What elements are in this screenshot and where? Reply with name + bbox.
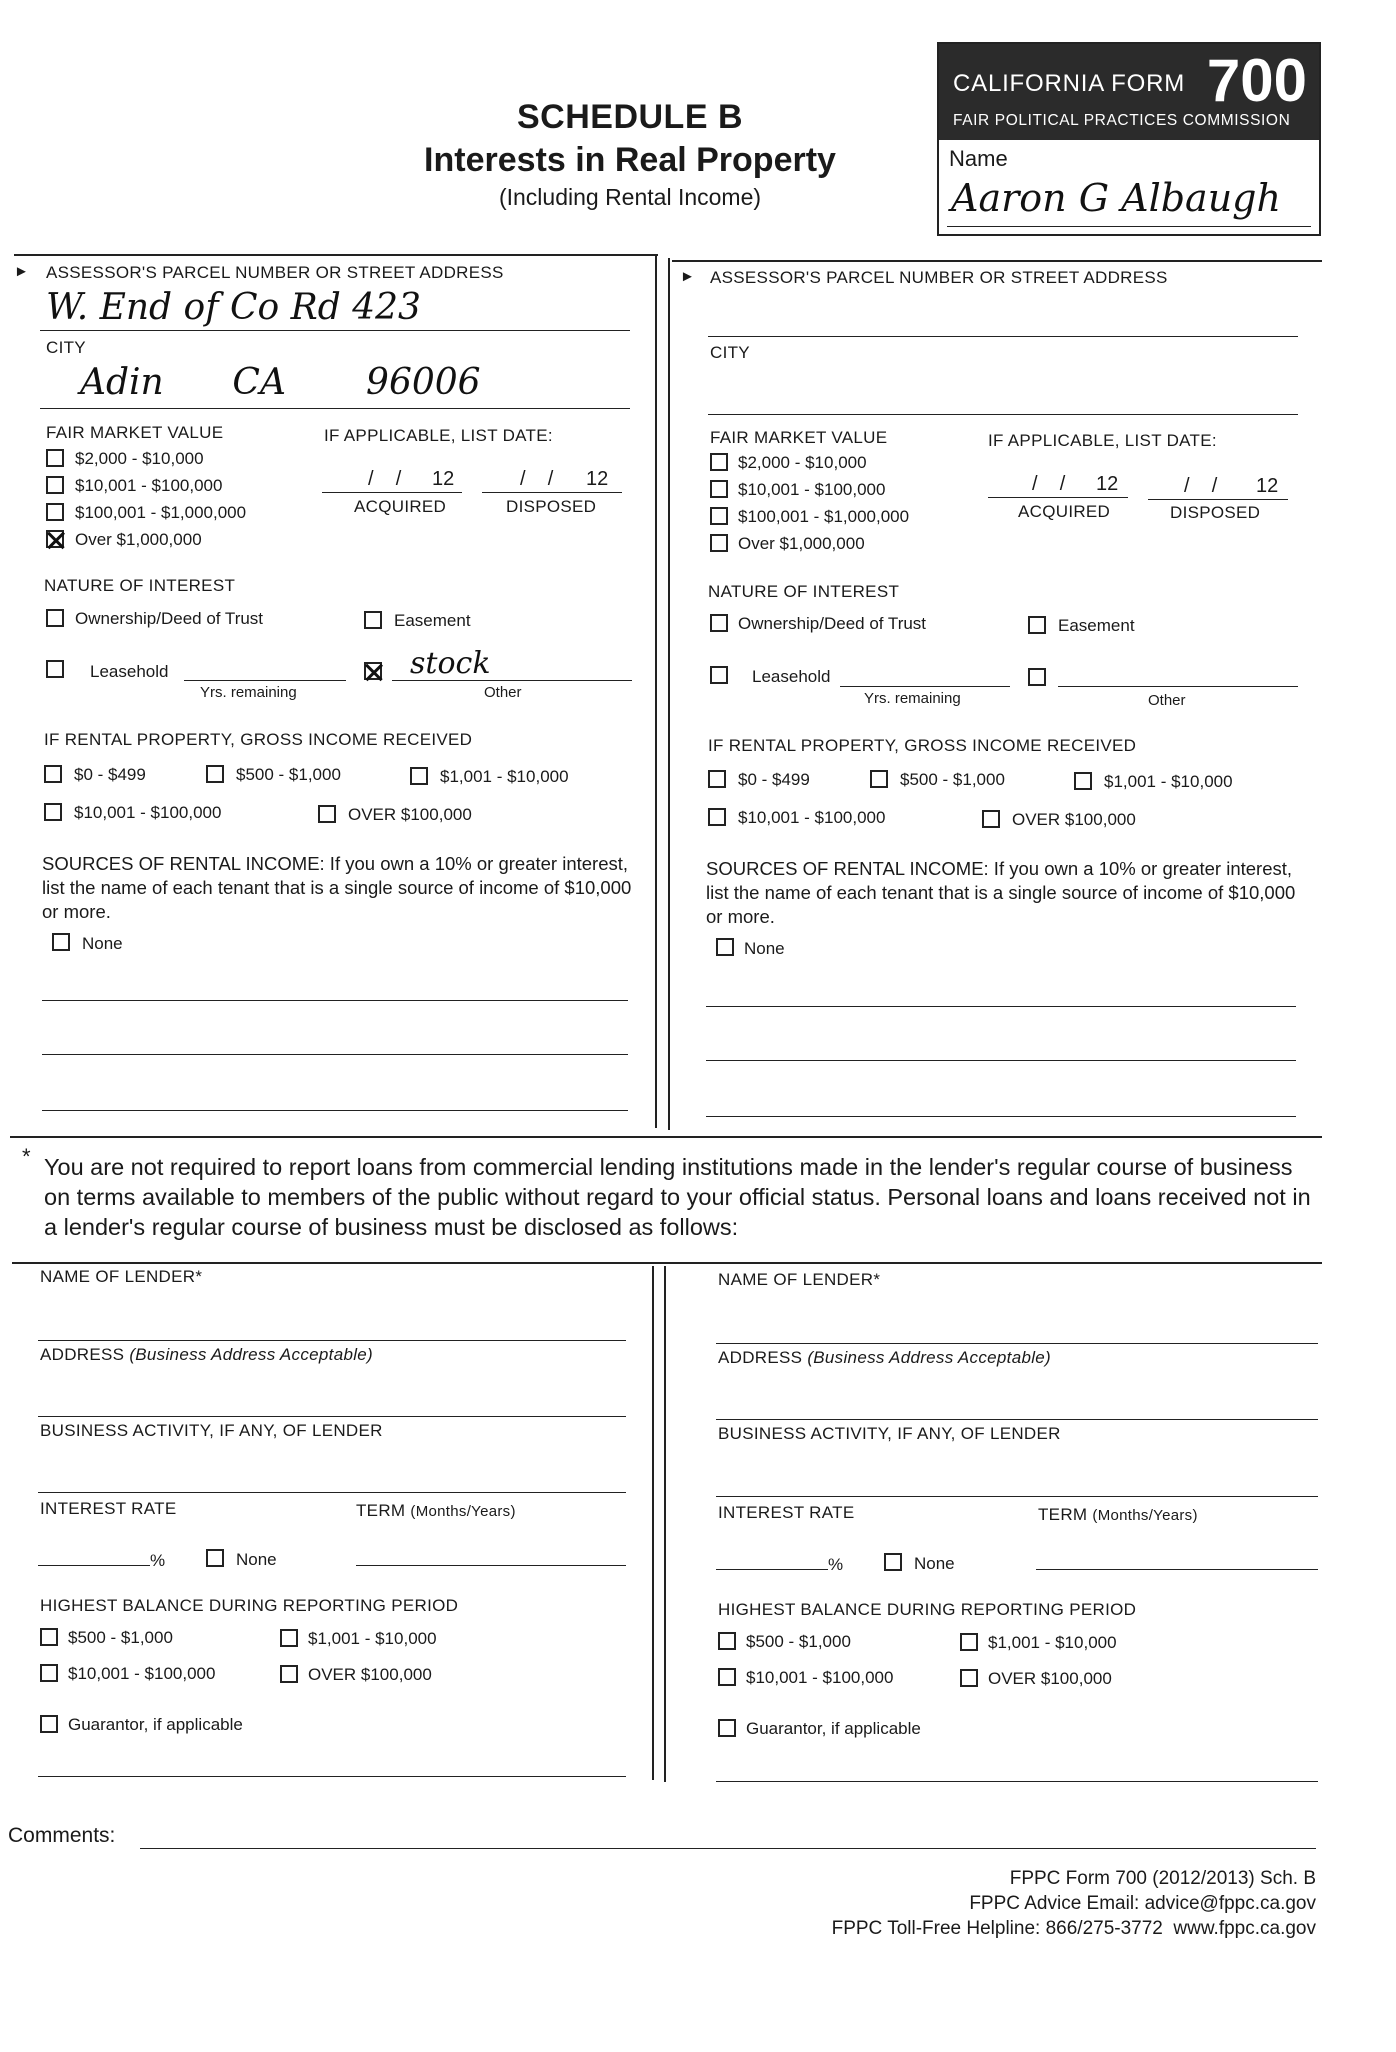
sources-none-label: None (744, 939, 785, 958)
form-badge-dark (939, 44, 1319, 140)
balance-label: HIGHEST BALANCE DURING REPORTING PERIOD (40, 1596, 459, 1615)
balance-checkbox-3[interactable] (40, 1664, 58, 1682)
acquired-slashes: / / (1032, 473, 1066, 495)
fmv-checkbox-2[interactable] (46, 476, 64, 494)
leasehold-checkbox[interactable] (710, 666, 728, 684)
ownership-checkbox[interactable] (46, 609, 64, 627)
rule-top-left (14, 254, 658, 256)
guarantor-checkbox[interactable] (718, 1719, 736, 1737)
address-label (40, 1345, 373, 1365)
fmv-checkbox-3[interactable] (46, 503, 64, 521)
balance-option-4: OVER $100,000 (308, 1665, 432, 1684)
rental-label: IF RENTAL PROPERTY, GROSS INCOME RECEIVED (44, 730, 473, 749)
activity-line (38, 1492, 626, 1493)
rental-checkbox-2[interactable] (870, 770, 888, 788)
easement-label: Easement (394, 611, 471, 630)
comments-label: Comments: (8, 1824, 116, 1847)
balance-label: HIGHEST BALANCE DURING REPORTING PERIOD (718, 1600, 1137, 1619)
rate-line (38, 1565, 150, 1566)
fmv-checkbox-1[interactable] (46, 449, 64, 467)
disposed-label: DISPOSED (1170, 503, 1261, 522)
sources-text: SOURCES OF RENTAL INCOME: If you own a 10% or greater interest, list the name of each tenant that is a single source of income of $10,000 or more. (42, 853, 632, 922)
sources-none-checkbox[interactable] (716, 938, 734, 956)
rental-checkbox-5[interactable] (982, 810, 1000, 828)
fmv-option-3: $100,001 - $1,000,000 (738, 507, 910, 526)
fmv-checkbox-3[interactable] (710, 507, 728, 525)
form-reference: FPPC Form 700 (2012/2013) Sch. B (1009, 1868, 1316, 1889)
leasehold-line (840, 686, 1010, 687)
term-label-main: TERM (1038, 1505, 1088, 1524)
activity-line (716, 1496, 1318, 1497)
balance-checkbox-2[interactable] (280, 1629, 298, 1647)
balance-checkbox-4[interactable] (280, 1665, 298, 1683)
disposed-label: DISPOSED (506, 497, 597, 516)
advice-email: FPPC Advice Email: advice@fppc.ca.gov (969, 1893, 1316, 1914)
rule-top-right (672, 260, 1322, 262)
tenant-line-2 (42, 1054, 628, 1055)
rental-checkbox-3[interactable] (410, 767, 428, 785)
city-label: CITY (710, 343, 750, 362)
city-label: CITY (46, 338, 86, 357)
term-label (356, 1501, 516, 1521)
fmv-option-2: $10,001 - $100,000 (75, 476, 223, 495)
balance-option-4: OVER $100,000 (988, 1669, 1112, 1688)
fmv-option-1: $2,000 - $10,000 (75, 449, 204, 468)
leasehold-line (184, 680, 346, 681)
rental-checkbox-2[interactable] (206, 765, 224, 783)
balance-option-1: $500 - $1,000 (746, 1632, 851, 1651)
arrow-icon: ► (14, 263, 29, 280)
rate-none-checkbox[interactable] (884, 1553, 902, 1571)
balance-option-3: $10,001 - $100,000 (746, 1668, 894, 1687)
yrs-remaining-label: Yrs. remaining (864, 690, 961, 707)
rental-checkbox-5[interactable] (318, 805, 336, 823)
acquired-year: 12 (1096, 473, 1119, 495)
fmv-checkbox-4[interactable] (710, 534, 728, 552)
lender-name-line (716, 1343, 1318, 1344)
fmv-option-2: $10,001 - $100,000 (738, 480, 886, 499)
fmv-option-4: Over $1,000,000 (75, 530, 202, 549)
address-label (718, 1348, 1051, 1368)
other-checkbox-checked[interactable] (364, 662, 382, 680)
term-line (356, 1565, 626, 1566)
rental-option-5: OVER $100,000 (348, 805, 472, 824)
balance-option-2: $1,001 - $10,000 (308, 1629, 437, 1648)
date-label: IF APPLICABLE, LIST DATE: (324, 426, 553, 445)
other-label: Other (484, 684, 522, 701)
rule-mid (10, 1136, 1322, 1138)
parcel-line (40, 330, 630, 331)
yrs-remaining-label: Yrs. remaining (200, 684, 297, 701)
fmv-label: FAIR MARKET VALUE (710, 428, 888, 447)
tenant-line-1 (706, 1006, 1296, 1007)
term-line (1036, 1569, 1318, 1570)
address-label-note: (Business Address Acceptable) (129, 1345, 373, 1364)
rental-option-3: $1,001 - $10,000 (440, 767, 569, 786)
guarantor-label: Guarantor, if applicable (746, 1719, 921, 1738)
acquired-year: 12 (432, 468, 455, 490)
fmv-option-1: $2,000 - $10,000 (738, 453, 867, 472)
activity-label: BUSINESS ACTIVITY, IF ANY, OF LENDER (40, 1421, 383, 1440)
rental-option-5: OVER $100,000 (1012, 810, 1136, 829)
lender-bottom-line (716, 1781, 1318, 1782)
loan-note-asterisk: * (22, 1144, 31, 1169)
divider-upper-1 (655, 254, 657, 1128)
easement-label: Easement (1058, 616, 1135, 635)
leasehold-label: Leasehold (90, 662, 169, 681)
tenant-line-1 (42, 1000, 628, 1001)
disposed-year: 12 (1256, 475, 1279, 497)
other-value[interactable]: stock (410, 646, 491, 681)
rate-label: INTEREST RATE (718, 1503, 855, 1522)
leasehold-checkbox[interactable] (46, 660, 64, 678)
rental-option-2: $500 - $1,000 (236, 765, 341, 784)
fmv-checkbox-4-checked[interactable] (46, 530, 64, 548)
divider-upper-2 (668, 258, 670, 1130)
rental-option-1: $0 - $499 (74, 765, 146, 784)
acquired-line (988, 497, 1128, 498)
ownership-label: Ownership/Deed of Trust (738, 614, 927, 633)
rental-checkbox-3[interactable] (1074, 772, 1092, 790)
term-label-note: (Months/Years) (410, 1503, 516, 1520)
acquired-label: ACQUIRED (354, 497, 447, 516)
schedule-label: SCHEDULE B (516, 98, 744, 136)
other-label: Other (1148, 692, 1186, 709)
percent-sign: % (150, 1551, 166, 1570)
rental-option-4: $10,001 - $100,000 (738, 808, 886, 827)
city-line (708, 414, 1298, 415)
address-line (716, 1419, 1318, 1420)
name-value[interactable]: Aaron G Albaugh (951, 176, 1281, 220)
city-value[interactable]: Adin CA 96006 (80, 362, 481, 403)
other-line (1058, 686, 1298, 687)
footer-info (832, 1866, 1316, 1941)
loan-note-text: You are not required to report loans from commercial lending institutions made in the lender's regular course of business on terms available to members of the public without regard to your official status. Personal loans and loans received not in a lender's regular course of business must be disclosed as follows: (44, 1154, 1311, 1240)
easement-checkbox[interactable] (1028, 616, 1046, 634)
divider-lower-1 (652, 1266, 654, 1780)
disposed-line (482, 492, 622, 493)
rental-label: IF RENTAL PROPERTY, GROSS INCOME RECEIVED (708, 736, 1137, 755)
fmv-option-3: $100,001 - $1,000,000 (75, 503, 247, 522)
rental-option-1: $0 - $499 (738, 770, 810, 789)
lender-name-label: NAME OF LENDER* (40, 1267, 203, 1286)
ownership-checkbox[interactable] (710, 614, 728, 632)
parcel-label: ASSESSOR'S PARCEL NUMBER OR STREET ADDRESS (710, 268, 1168, 287)
balance-option-1: $500 - $1,000 (68, 1628, 173, 1647)
balance-option-2: $1,001 - $10,000 (988, 1633, 1117, 1652)
form-badge (937, 42, 1321, 236)
arrow-icon: ► (680, 268, 695, 285)
tenant-line-3 (706, 1116, 1296, 1117)
acquired-slashes: / / (368, 468, 402, 490)
balance-checkbox-2[interactable] (960, 1633, 978, 1651)
sources-text: SOURCES OF RENTAL INCOME: If you own a 10% or greater interest, list the name of each tenant that is a single source of income of $10,000 or more. (706, 858, 1296, 927)
address-line (38, 1416, 626, 1417)
name-underline (947, 226, 1311, 227)
other-line (392, 680, 632, 681)
name-label: Name (949, 146, 1008, 171)
term-label-main: TERM (356, 1501, 406, 1520)
sources-none-label: None (82, 934, 123, 953)
activity-label: BUSINESS ACTIVITY, IF ANY, OF LENDER (718, 1424, 1061, 1443)
balance-checkbox-1[interactable] (40, 1628, 58, 1646)
balance-option-3: $10,001 - $100,000 (68, 1664, 216, 1683)
rate-line (716, 1569, 828, 1570)
rental-checkbox-1[interactable] (708, 770, 726, 788)
rule-lender-top (12, 1262, 1322, 1264)
disposed-year: 12 (586, 468, 609, 490)
lender-bottom-line (38, 1776, 626, 1777)
balance-checkbox-1[interactable] (718, 1632, 736, 1650)
sources-none-checkbox[interactable] (52, 933, 70, 951)
rental-checkbox-1[interactable] (44, 765, 62, 783)
helpline: FPPC Toll-Free Helpline: 866/275-3772 www.fppc.ca.gov (831, 1918, 1316, 1939)
disposed-slashes: / / (520, 468, 554, 490)
fmv-checkbox-2[interactable] (710, 480, 728, 498)
leasehold-label: Leasehold (752, 667, 831, 686)
term-label (1038, 1505, 1198, 1525)
comments-line[interactable] (140, 1848, 1316, 1849)
lender-name-label: NAME OF LENDER* (718, 1270, 881, 1289)
rate-label: INTEREST RATE (40, 1499, 177, 1518)
address-label-main: ADDRESS (40, 1345, 125, 1364)
guarantor-label: Guarantor, if applicable (68, 1715, 243, 1734)
fmv-checkbox-1[interactable] (710, 453, 728, 471)
commission-name: FAIR POLITICAL PRACTICES COMMISSION (953, 112, 1291, 129)
rate-none-checkbox[interactable] (206, 1549, 224, 1567)
disposed-slashes: / / (1184, 475, 1218, 497)
nature-label: NATURE OF INTEREST (44, 576, 236, 595)
rate-none-label: None (914, 1554, 955, 1573)
schedule-heading (380, 98, 880, 211)
guarantor-checkbox[interactable] (40, 1715, 58, 1733)
form-label: CALIFORNIA FORM (953, 70, 1186, 97)
rental-checkbox-4[interactable] (708, 808, 726, 826)
rental-option-4: $10,001 - $100,000 (74, 803, 222, 822)
ownership-label: Ownership/Deed of Trust (75, 609, 264, 628)
parcel-value[interactable]: W. End of Co Rd 423 (46, 287, 421, 328)
fmv-option-4: Over $1,000,000 (738, 534, 865, 553)
rental-option-2: $500 - $1,000 (900, 770, 1005, 789)
fmv-label: FAIR MARKET VALUE (46, 423, 224, 442)
percent-sign: % (828, 1555, 844, 1574)
tenant-line-3 (42, 1110, 628, 1111)
schedule-title: Interests in Real Property (424, 141, 836, 179)
parcel-label: ASSESSOR'S PARCEL NUMBER OR STREET ADDRESS (46, 263, 504, 282)
acquired-line (322, 492, 462, 493)
balance-checkbox-3[interactable] (718, 1668, 736, 1686)
acquired-label: ACQUIRED (1018, 502, 1111, 521)
lender-name-line (38, 1340, 626, 1341)
disposed-line (1148, 499, 1288, 500)
city-line (40, 408, 630, 409)
rate-none-label: None (236, 1550, 277, 1569)
balance-checkbox-4[interactable] (960, 1669, 978, 1687)
term-label-note: (Months/Years) (1092, 1507, 1198, 1524)
form-number: 700 (1206, 47, 1307, 114)
easement-checkbox[interactable] (364, 611, 382, 629)
address-label-main: ADDRESS (718, 1348, 803, 1367)
rental-checkbox-4[interactable] (44, 803, 62, 821)
address-label-note: (Business Address Acceptable) (807, 1348, 1051, 1367)
nature-label: NATURE OF INTEREST (708, 582, 900, 601)
schedule-subtitle: (Including Rental Income) (498, 184, 762, 210)
date-label: IF APPLICABLE, LIST DATE: (988, 431, 1217, 450)
divider-lower-2 (664, 1266, 666, 1782)
parcel-line (708, 336, 1298, 337)
rental-option-3: $1,001 - $10,000 (1104, 772, 1233, 791)
other-checkbox[interactable] (1028, 668, 1046, 686)
tenant-line-2 (706, 1060, 1296, 1061)
